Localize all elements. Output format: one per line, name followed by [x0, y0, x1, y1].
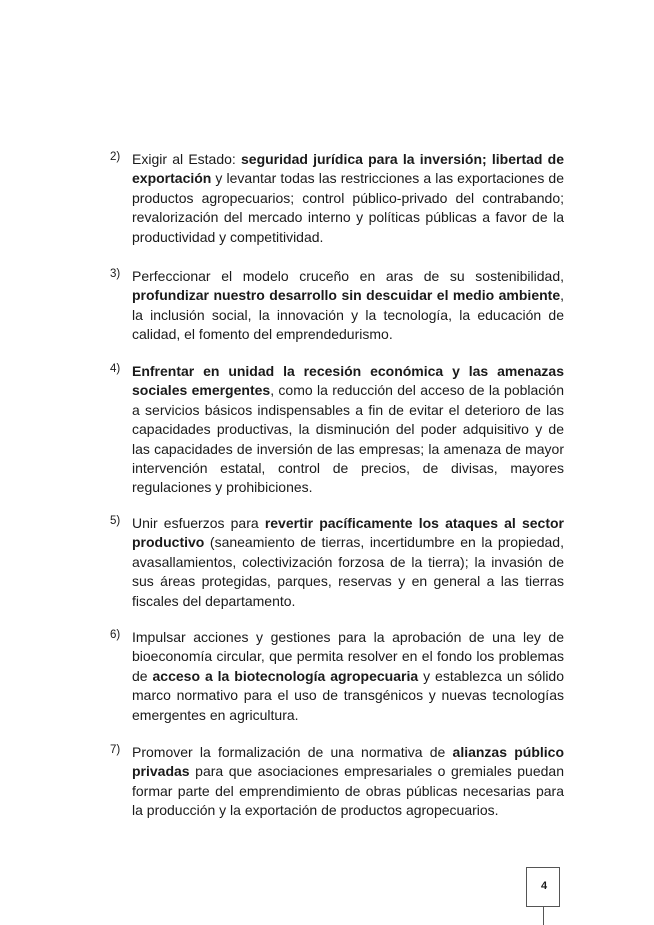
list-item-number: 5) — [110, 515, 121, 527]
text-segment: y establezca un sólido marco normativo para el uso de transgénicos y nuevas tecnologías emergentes en agricultura. — [132, 667, 564, 723]
text-segment: (saneamiento de tierras, incertidumbre en la propiedad, avasallamientos, colectivización forzosa de la tierra); la invasión de sus áreas protegidas, parques, reservas y en general a las tierras fiscales del departamento. — [132, 534, 564, 609]
text-segment: Exigir al Estado: — [132, 151, 241, 167]
list-item-number: 4) — [110, 363, 121, 375]
page-number: 4 — [540, 880, 548, 892]
page-number-box — [526, 867, 560, 907]
text-segment: y levantar todas las restricciones a las exportaciones de productos agropecuarios; control público-privado del contrabando; revalorización del mercado interno y políticas públicas a favor de la productividad y competitividad. — [132, 170, 564, 245]
text-segment: , la inclusión social, la innovación y la tecnología, la educación de calidad, el fomento del emprendedurismo. — [132, 287, 564, 343]
bold-text-segment: Enfrentar en unidad la recesión económica y las amenazas sociales emergentes — [132, 363, 564, 399]
bold-text-segment: seguridad jurídica para la inversión; libertad de exportación — [132, 151, 564, 187]
text-segment: para que asociaciones empresariales o gremiales puedan formar parte del emprendimiento de obras públicas necesarias para la producción y la exportación de productos agropecuarios. — [132, 763, 564, 819]
text-segment: Perfeccionar el modelo cruceño en aras de su sostenibilidad, — [132, 268, 564, 284]
list-item-text — [132, 362, 564, 498]
list-item-number: 7) — [110, 744, 121, 756]
text-segment: , como la reducción del acceso de la población a servicios básicos indispensables a fin de evitar el deterioro de las capacidades productivas, la disminución del poder adquisitivo y de las capacidades de inversión de las empresas; la amenaza de mayor intervención estatal, control de precios, de divisas, mayores regulaciones y prohibiciones. — [132, 382, 564, 496]
bold-text-segment: profundizar nuestro desarrollo sin descuidar el medio ambiente — [132, 287, 561, 304]
list-item-text — [132, 267, 564, 345]
list-item-text — [132, 514, 564, 611]
page-number-line — [543, 907, 544, 925]
list-item-number: 3) — [110, 268, 121, 280]
list-item-number: 6) — [110, 629, 121, 641]
list-item-text — [132, 743, 564, 821]
bold-text-segment: revertir pacíficamente los ataques al sector productivo — [132, 515, 564, 551]
text-segment: Promover la formalización de una normativa de — [132, 744, 453, 760]
list-item-number: 2) — [110, 151, 121, 163]
list-item-text — [132, 150, 564, 247]
bold-text-segment: acceso a la biotecnología agropecuaria — [152, 667, 419, 684]
text-segment: Impulsar acciones y gestiones para la aprobación de una ley de bioeconomía circular, que permita resolver en el fondo los problemas de — [132, 629, 564, 684]
bold-text-segment: alianzas público privadas — [132, 744, 564, 780]
text-segment: Unir esfuerzos para — [132, 515, 265, 531]
list-item-text — [132, 628, 564, 725]
